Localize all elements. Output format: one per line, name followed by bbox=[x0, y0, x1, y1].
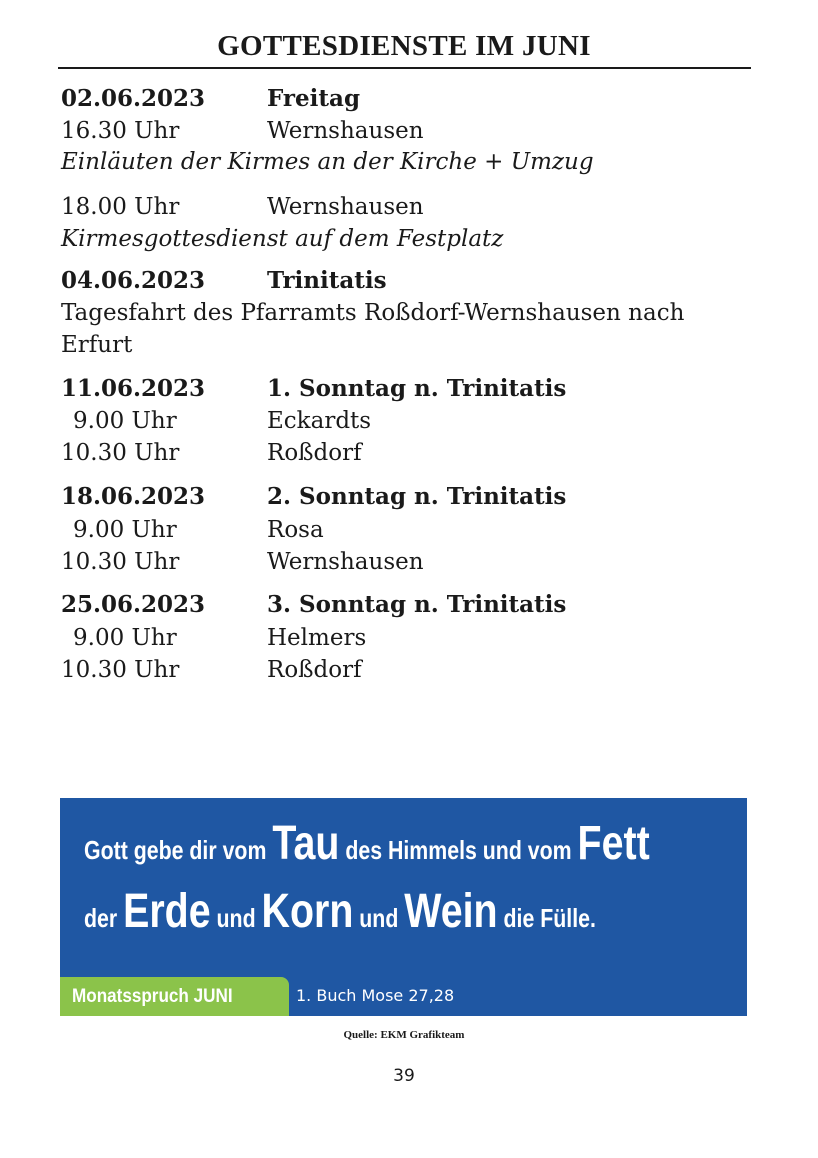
service-date: 11.06.2023 bbox=[61, 375, 206, 402]
service-time-row bbox=[61, 515, 324, 545]
image-source: Quelle: EKM Grafikteam bbox=[343, 1029, 465, 1041]
service-date: 02.06.2023 bbox=[61, 85, 206, 112]
page-number: 39 bbox=[393, 1066, 415, 1086]
service-place: Eckardts bbox=[267, 408, 372, 434]
verse-text: Gott gebe dir vom bbox=[84, 835, 273, 865]
service-date: 04.06.2023 bbox=[61, 267, 206, 294]
service-note: Einläuten der Kirmes an der Kirche + Umzug bbox=[61, 149, 594, 175]
service-day: Freitag bbox=[267, 85, 361, 112]
service-entry-header bbox=[61, 84, 360, 114]
verse-emphasis: Tau bbox=[272, 817, 340, 870]
title-divider bbox=[58, 67, 751, 69]
service-time: 10.30 Uhr bbox=[61, 657, 180, 683]
service-time-row bbox=[61, 623, 366, 653]
service-entry-header bbox=[61, 482, 566, 512]
verse-text: die Fülle. bbox=[497, 903, 596, 933]
service-description: Erfurt bbox=[61, 332, 133, 358]
verse-emphasis: Korn bbox=[261, 885, 354, 938]
service-time: 10.30 Uhr bbox=[61, 440, 180, 466]
verse-emphasis: Fett bbox=[577, 817, 650, 870]
verse-text: und bbox=[353, 903, 405, 933]
service-time: 9.00 Uhr bbox=[73, 408, 177, 434]
verse-line-2 bbox=[84, 884, 596, 939]
service-place: Wernshausen bbox=[267, 118, 424, 144]
service-entry-header bbox=[61, 266, 387, 296]
verse-text: des Himmels und vom bbox=[339, 835, 578, 865]
service-place: Rosa bbox=[267, 517, 324, 543]
service-day: 1. Sonntag n. Trinitatis bbox=[267, 375, 567, 402]
service-time-row bbox=[61, 655, 362, 685]
service-place: Roßdorf bbox=[267, 657, 362, 683]
service-place: Helmers bbox=[267, 625, 367, 651]
monatsspruch-banner bbox=[60, 798, 747, 1016]
monatsspruch-label bbox=[60, 977, 289, 1016]
service-date: 25.06.2023 bbox=[61, 591, 206, 618]
monatsspruch-label-text: Monatsspruch JUNI bbox=[72, 986, 233, 1007]
service-entry-header bbox=[61, 374, 566, 404]
service-entry-header bbox=[61, 590, 566, 620]
service-time: 18.00 Uhr bbox=[61, 194, 180, 220]
service-time-row bbox=[61, 547, 424, 577]
page-title: GOTTESDIENSTE IM JUNI bbox=[217, 30, 591, 62]
service-time: 9.00 Uhr bbox=[73, 517, 177, 543]
service-time: 9.00 Uhr bbox=[73, 625, 177, 651]
service-note: Kirmesgottesdienst auf dem Festplatz bbox=[61, 226, 504, 252]
service-day: 3. Sonntag n. Trinitatis bbox=[267, 591, 567, 618]
service-time: 16.30 Uhr bbox=[61, 118, 180, 144]
service-time-row bbox=[61, 438, 362, 468]
verse-line-1 bbox=[84, 816, 650, 871]
service-time-row bbox=[61, 116, 424, 146]
service-place: Roßdorf bbox=[267, 440, 362, 466]
service-day: Trinitatis bbox=[267, 267, 387, 294]
service-place: Wernshausen bbox=[267, 194, 424, 220]
verse-reference: 1. Buch Mose 27,28 bbox=[296, 986, 455, 1005]
verse-text: der bbox=[84, 903, 124, 933]
service-time-row bbox=[61, 192, 424, 222]
verse-emphasis: Wein bbox=[404, 885, 498, 938]
service-time: 10.30 Uhr bbox=[61, 549, 180, 575]
service-place: Wernshausen bbox=[267, 549, 424, 575]
service-day: 2. Sonntag n. Trinitatis bbox=[267, 483, 567, 510]
verse-emphasis: Erde bbox=[123, 885, 211, 938]
service-description: Tagesfahrt des Pfarramts Roßdorf-Wernshausen nach bbox=[61, 300, 685, 326]
verse-text: und bbox=[210, 903, 262, 933]
service-date: 18.06.2023 bbox=[61, 483, 206, 510]
service-time-row bbox=[61, 406, 371, 436]
